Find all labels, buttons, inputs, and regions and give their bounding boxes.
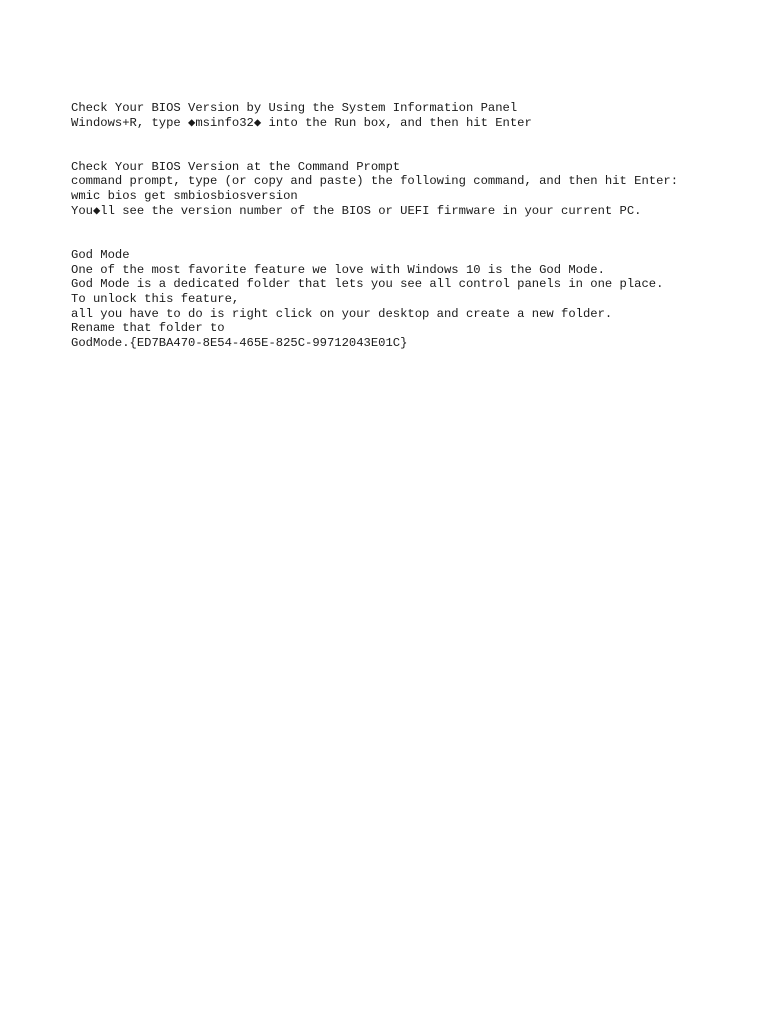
section-god-mode <box>71 248 751 351</box>
section-heading: Check Your BIOS Version at the Command Prompt <box>71 159 401 174</box>
document-body <box>71 101 751 351</box>
section-bios-system-information <box>71 101 751 130</box>
section-spacer <box>71 219 751 248</box>
text-line: command prompt, type (or copy and paste) the following command, and then hit Enter: <box>71 174 679 189</box>
section-spacer <box>71 130 751 159</box>
text-line: Windows+R, type ◆msinfo32◆ into the Run box, and then hit Enter <box>71 115 532 130</box>
section-heading: God Mode <box>71 247 130 262</box>
text-line: To unlock this feature, <box>71 291 240 306</box>
section-bios-command-prompt <box>71 160 751 219</box>
text-line: Rename that folder to <box>71 321 225 336</box>
text-line: God Mode is a dedicated folder that lets you see all control panels in one place. <box>71 277 664 292</box>
folder-name-line: GodMode.{ED7BA470-8E54-465E-825C-99712043E01C} <box>71 336 408 351</box>
text-line: all you have to do is right click on your desktop and create a new folder. <box>71 306 613 321</box>
section-heading: Check Your BIOS Version by Using the System Information Panel <box>71 101 518 115</box>
text-line: One of the most favorite feature we love with Windows 10 is the God Mode. <box>71 262 605 277</box>
command-line: wmic bios get smbiosbiosversion <box>71 189 298 204</box>
text-line: You◆ll see the version number of the BIOS or UEFI firmware in your current PC. <box>71 203 642 218</box>
